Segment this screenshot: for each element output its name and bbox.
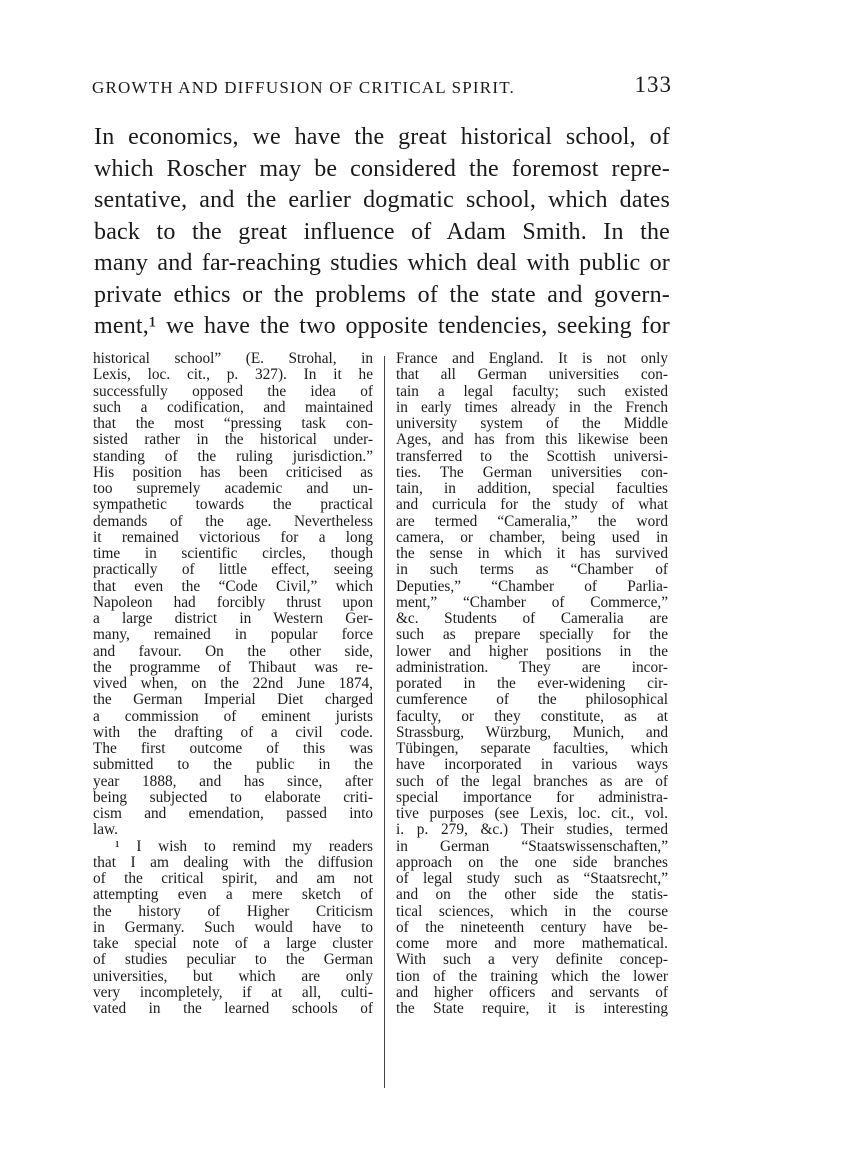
footnote-line: sympathetic towards the practical	[93, 496, 373, 514]
footnote-line: vived when, on the 22nd June 1874,	[93, 675, 373, 692]
footnote-line: come more and more mathematical.	[396, 935, 668, 952]
footnote-line: successfully opposed the idea of	[93, 382, 373, 400]
footnote-line: a large district in Western Ger-	[93, 610, 373, 627]
footnote-line: that even the “Code Civil,” which	[93, 577, 373, 595]
footnote-line: too supremely academic and un-	[93, 480, 373, 497]
footnote-line: i. p. 279, &c.) Their studies, termed	[396, 821, 668, 839]
footnote-line: law.	[93, 821, 118, 839]
footnote-line: cism and emendation, passed into	[93, 805, 373, 822]
main-text-line: back to the great influence of Adam Smith. In the	[94, 218, 670, 245]
footnote-line: tion of the training which the lower	[396, 967, 668, 985]
main-paragraph	[94, 122, 670, 343]
footnote-line: and favour. On the other side,	[93, 642, 373, 660]
footnote-line: ¹ I wish to remind my readers	[115, 837, 373, 855]
footnote-line: Lexis, loc. cit., p. 327). In it he	[93, 366, 373, 384]
main-text-line: In economics, we have the great historical school, of	[94, 124, 670, 150]
footnote-line: ment,” “Chamber of Commerce,”	[396, 593, 668, 611]
footnote-line: the sense in which it has survived	[396, 545, 668, 562]
main-text-line: ment,¹ we have the two opposite tendencies, seeking for	[94, 313, 670, 339]
footnote-column-left	[93, 351, 373, 1017]
footnote-line: lower and higher positions in the	[396, 642, 668, 660]
footnote-line: demands of the age. Nevertheless	[93, 512, 373, 530]
footnote-line: have incorporated in various ways	[396, 756, 668, 774]
footnote-line: very incompletely, if at all, culti-	[93, 983, 373, 1001]
footnote-line: a commission of eminent jurists	[93, 707, 373, 725]
running-head	[92, 72, 672, 102]
footnote-line: such as prepare specially for the	[396, 626, 668, 644]
footnote-line: are termed “Cameralia,” the word	[396, 512, 668, 530]
page-number: 133	[634, 72, 672, 97]
footnote-line: tain a legal faculty; such existed	[396, 382, 668, 400]
footnote-line: Napoleon had forcibly thrust upon	[93, 593, 373, 611]
footnote-line: the German Imperial Diet charged	[93, 691, 373, 709]
footnote-line: porated in the ever-widening cir-	[396, 675, 668, 692]
footnote-line: Deputies,” “Chamber of Parlia-	[396, 577, 668, 595]
footnote-line: practically of little effect, seeing	[93, 561, 373, 579]
footnote-line: faculty, or they constitute, as at	[396, 707, 668, 725]
footnote-line: transferred to the Scottish universi-	[396, 447, 668, 465]
footnote-line: the programme of Thibaut was re-	[93, 658, 373, 676]
footnote-line: many, remained in popular force	[93, 626, 373, 644]
main-text-line: private ethics or the problems of the state and govern-	[94, 281, 670, 308]
footnote-line: standing of the ruling jurisdiction.”	[93, 447, 373, 465]
footnote-line: ties. The German universities con-	[396, 463, 668, 481]
footnote-line: in early times already in the French	[396, 398, 668, 416]
footnote-line: vated in the learned schools of	[93, 1000, 373, 1017]
footnote-line: the history of Higher Criticism	[93, 902, 373, 920]
footnote-line: that all German universities con-	[396, 366, 668, 384]
footnote-line: tive purposes (see Lexis, loc. cit., vol.	[396, 805, 668, 822]
footnote-line: such of the legal branches as are of	[396, 772, 668, 790]
footnote-line: special importance for administra-	[396, 788, 668, 806]
footnote-line: camera, or chamber, being used in	[396, 528, 668, 546]
footnote-line: submitted to the public in the	[93, 756, 373, 774]
main-text-line: which Roscher may be considered the foremost repre-	[94, 155, 670, 182]
footnote-line: such a codification, and maintained	[93, 398, 373, 416]
main-text-line: many and far-reaching studies which deal with public or	[94, 250, 670, 276]
footnote-line: historical school” (E. Strohal, in	[93, 350, 373, 367]
footnote-column-right	[396, 351, 668, 1017]
footnote-line: With such a very definite concep-	[396, 951, 668, 969]
footnote-line: &c. Students of Cameralia are	[396, 610, 668, 627]
footnote-line: The first outcome of this was	[93, 740, 373, 757]
footnote-line: attempting even a mere sketch of	[93, 886, 373, 904]
footnote-line: year 1888, and has since, after	[93, 772, 373, 790]
footnote-line: with the drafting of a civil code.	[93, 723, 373, 741]
footnote-line: approach on the one side branches	[396, 853, 668, 871]
footnote-line: that the most “pressing task con-	[93, 415, 373, 432]
footnote-line: Tübingen, separate faculties, which	[396, 740, 668, 757]
footnote-line: of studies peculiar to the German	[93, 951, 373, 969]
footnote-line: in German “Staatswissenschaften,”	[396, 837, 668, 855]
footnote-line: sisted rather in the historical under-	[93, 431, 373, 449]
footnote-line: time in scientific circles, though	[93, 545, 373, 562]
running-title: GROWTH AND DIFFUSION OF CRITICAL SPIRIT.	[92, 78, 515, 97]
footnote-line: it remained victorious for a long	[93, 528, 373, 546]
column-divider	[384, 356, 385, 1088]
footnote-line: in such terms as “Chamber of	[396, 561, 668, 579]
footnote-line: of the critical spirit, and am not	[93, 870, 373, 887]
footnote-line: His position has been criticised as	[93, 463, 373, 481]
footnote-line: in Germany. Such would have to	[93, 918, 373, 936]
footnote-line: the State require, it is interesting	[396, 1000, 668, 1017]
footnote-line: that I am dealing with the diffusion	[93, 853, 373, 871]
footnote-line: Strassburg, Würzburg, Munich, and	[396, 723, 668, 741]
footnote-line: and on the other side the statis-	[396, 886, 668, 904]
footnote-line: take special note of a large cluster	[93, 935, 373, 952]
footnote-line: and higher officers and servants of	[396, 983, 668, 1001]
footnote-line: university system of the Middle	[396, 415, 668, 432]
footnote-line: of the nineteenth century have be-	[396, 918, 668, 936]
footnote-line: universities, but which are only	[93, 967, 373, 985]
main-text-line: sentative, and the earlier dogmatic school, which dates	[94, 187, 670, 213]
footnote-line: being subjected to elaborate criti-	[93, 788, 373, 806]
footnote-line: administration. They are incor-	[396, 658, 668, 676]
footnote-line: tical sciences, which in the course	[396, 902, 668, 920]
footnote-line: cumference of the philosophical	[396, 691, 668, 709]
footnote-line: Ages, and has from this likewise been	[396, 431, 668, 449]
footnote-line: France and England. It is not only	[396, 350, 668, 367]
footnote-line: tain, in addition, special faculties	[396, 480, 668, 497]
footnote-line: of legal study such as “Staatsrecht,”	[396, 870, 668, 887]
footnote-line: and curricula for the study of what	[396, 496, 668, 514]
